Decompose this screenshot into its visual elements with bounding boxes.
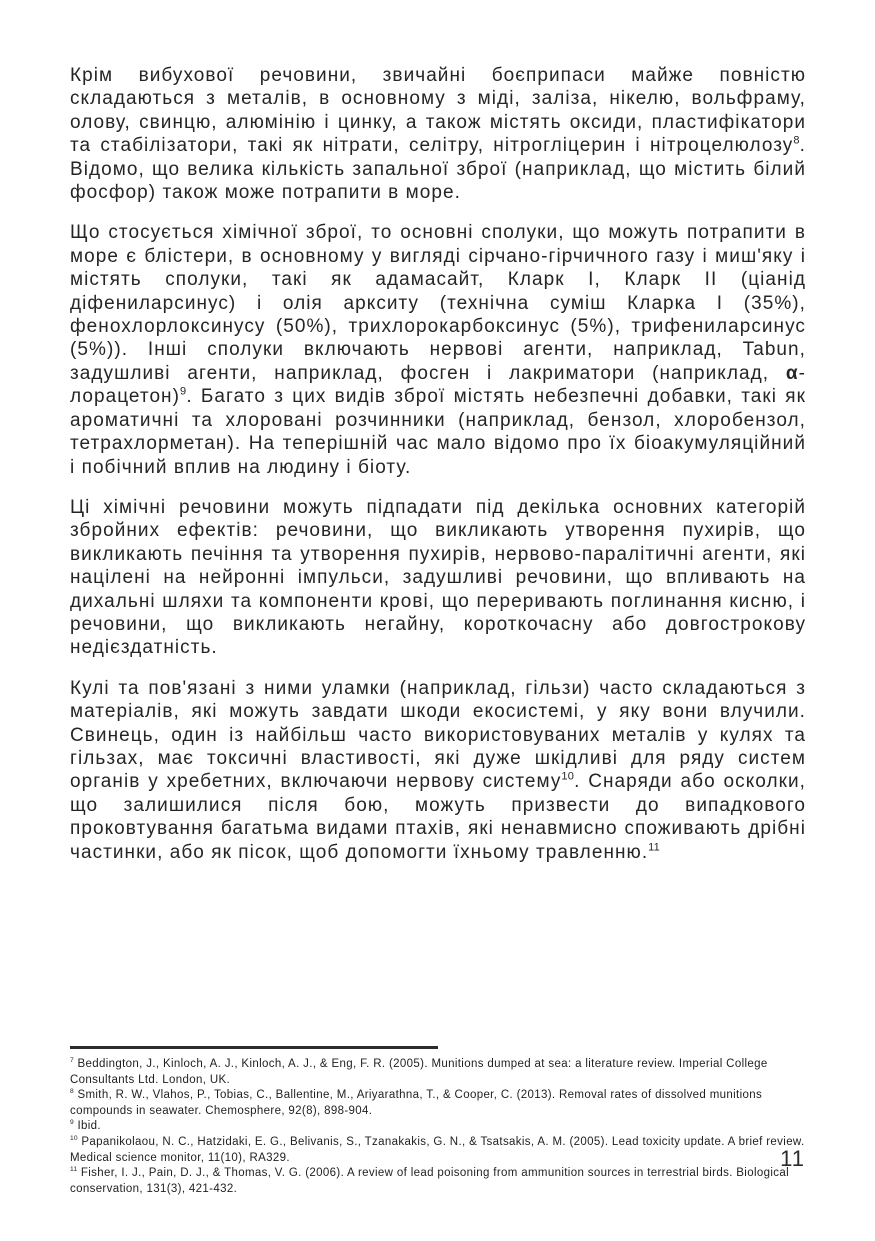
page-number: 11: [780, 1146, 805, 1171]
footnote-text: Beddington, J., Kinloch, A. J., Kinloch, A. J., & Eng, F. R. (2005). Munitions dumped at sea: a literature review. Imperial College Consultants Ltd. London, UK.: [70, 1058, 768, 1086]
footnote-marker: 10: [70, 1135, 78, 1143]
text-run: -лорацетон): [70, 362, 806, 408]
footnotes-section: [70, 1046, 806, 1197]
footnote-text: Fisher, I. J., Pain, D. J., & Thomas, V. G. (2006). A review of lead poisoning from ammunition sources in terrestrial birds. Biological conservation, 131(3), 421-432.: [70, 1167, 790, 1195]
paragraph: [70, 496, 806, 660]
text-run: Крім вибухової речовини, звичайні боєприпаси майже повністю складаються з металів, в основному з міді, заліза, нікелю, вольфраму, олову, свинцю, алюмінію і цинку, а також містять оксиди, пластифікатори та стабілізатори, такі як нітрати, селітру, нітрогліцерин і нітроцелюлозу: [70, 65, 806, 157]
footnote-reference: 10: [561, 771, 575, 784]
footnote-reference: 8: [793, 134, 800, 147]
footnote-text: Ibid.: [73, 1120, 101, 1133]
footnote-list: [70, 1057, 806, 1197]
paragraph: [70, 221, 806, 478]
footnote-item: [70, 1135, 806, 1166]
footnote-reference: 9: [179, 385, 187, 398]
footnote-item: [70, 1166, 806, 1197]
text-run: Що стосується хімічної зброї, то основні сполуки, що можуть потрапити в море є блістери, в основному у вигляді сірчано-гірчичного газу і миш'яку і містять сполуки, такі як адамасайт, Кларк I, Кларк II (ціанід діфениларсинус) і олія аркситу (технічна суміш Кларка I (35%), фенохлорлоксинусу (50%), трихлорокарбоксинус (5%), трифениларсинус (5%)). Інші сполуки включають нервові агенти, наприклад, Tabun, задушливі агенти, наприклад, фосген і лакриматори (наприклад,: [70, 222, 806, 384]
footnote-marker: 8: [70, 1088, 74, 1096]
footnote-text: Papanikolaou, N. C., Hatzidaki, E. G., Belivanis, S., Tzanakakis, G. N., & Tsatsakis, A. M. (2005). Lead toxicity update. A brief review. Medical science monitor, 11(10), RA329.: [70, 1135, 805, 1164]
bold-text: α: [785, 362, 799, 384]
paragraph: [70, 677, 806, 864]
footnote-reference: 11: [648, 841, 660, 854]
footnote-item: [70, 1088, 806, 1119]
footnote-item: [70, 1057, 806, 1088]
text-run: . Снаряди або осколки, що залишилися після бою, можуть призвести до випадкового проковтування багатьма видами птахів, які ненавмисно споживають дрібні частинки, або як пісок, щоб допомогти їхньому травленню.: [70, 771, 806, 863]
footnote-marker: 7: [70, 1057, 74, 1065]
footnote-text: Smith, R. W., Vlahos, P., Tobias, C., Ballentine, M., Ariyarathna, T., & Cooper, C. (2013). Removal rates of dissolved munitions compounds in seawater. Chemosphere, 92(8), 898-904.: [70, 1089, 763, 1117]
footnote-item: [70, 1119, 806, 1135]
footnote-marker: 9: [70, 1119, 74, 1127]
text-run: Кулі та пов'язані з ними уламки (наприклад, гільзи) часто складаються з матеріалів, які можуть завдати шкоди екосистемі, у яку вони влучили. Свинець, один із найбільш часто використовуваних металів у кулях та гільзах, має токсичні властивості, які дуже шкідливі для ряду систем органів у хребетних, включаючи нервову систему: [70, 677, 806, 793]
page-body: [70, 64, 806, 881]
paragraph: [70, 64, 806, 204]
footnote-marker: 11: [70, 1166, 78, 1174]
text-run: . Багато з цих видів зброї містять небезпечні добавки, такі як ароматичні та хлоровані розчинники (наприклад, бензол, хлоробензол, тетрахлорметан). На теперішній час мало відомо про їх біоакумуляційний і побічний вплив на людину і біоту.: [70, 386, 806, 478]
text-run: . Відомо, що велика кількість запальної зброї (наприклад, що містить білий фосфор) також може потрапити в море.: [70, 135, 806, 204]
footnote-separator: [70, 1046, 438, 1049]
text-run: Ці хімічні речовини можуть підпадати під декілька основних категорій збройних ефектів: речовини, що викликають утворення пухирів, що викликають печіння та утворення пухирів, нервово-паралітичні агенти, які націлені на нейронні імпульси, задушливі речовини, що впливають на дихальні шляхи та компоненти крові, що переривають поглинання кисню, і речовини, що викликають негайну, короткочасну або довгострокову недієздатність.: [70, 496, 806, 659]
